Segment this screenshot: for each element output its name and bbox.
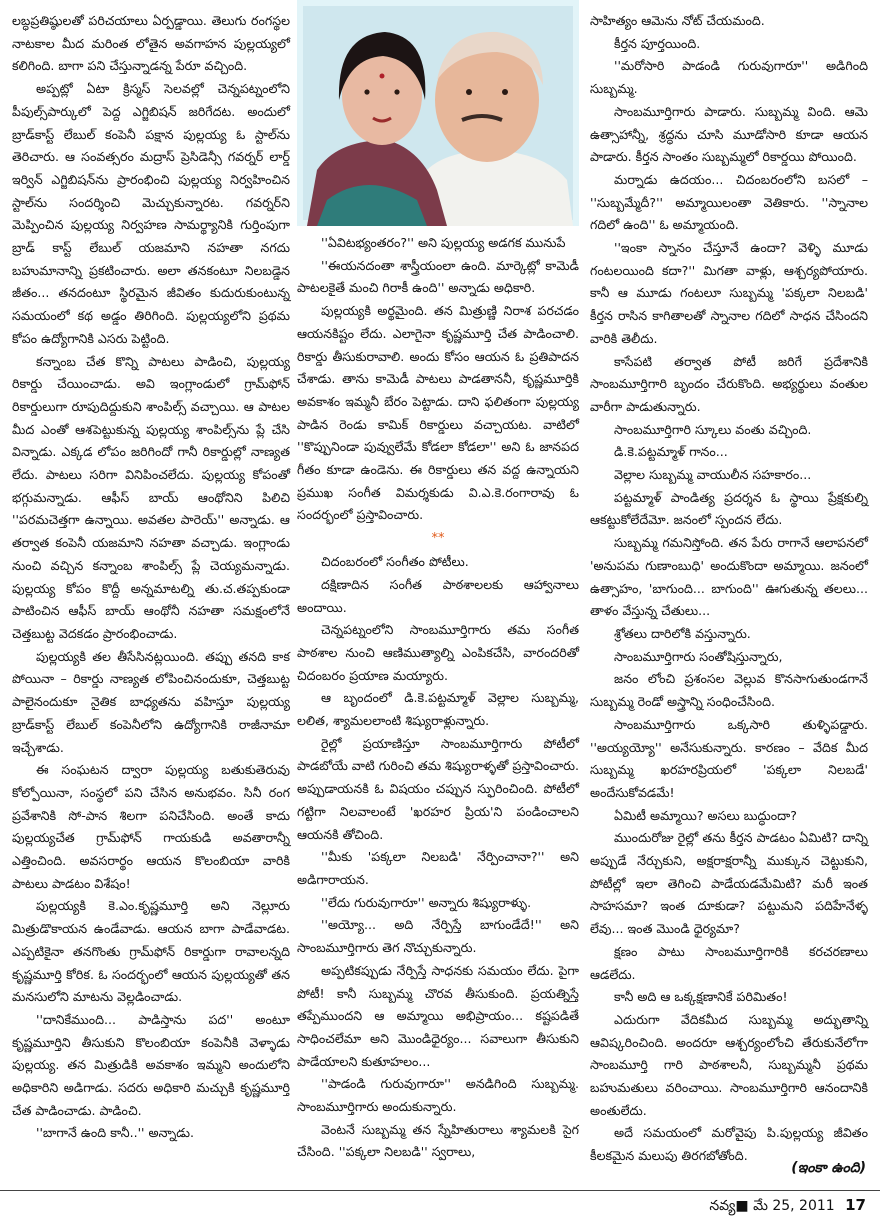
paragraph: ''ఏవిటభ్యంతరం?'' అని పుల్లయ్య అడగక మునుపే (321, 235, 566, 250)
to-be-continued: (ఇంకా ఉంది) (791, 1160, 866, 1176)
paragraph: ఎదురుగా వేదికమీద సుబ్బమ్మ అద్భుతాన్ని ఆవిష్కరించింది. అందరూ ఆశ్చర్యంలోంచి తేరుకునేలోగా సాంబమూర్తి గారి పాఠశాలనీ, సుబ్బమ్మనీ ప్రథమ బహుమతులు వరించాయి. సాంబమూర్తిగారి ఆనందానికి అంతులేదు. (590, 1011, 868, 1118)
paragraph: ఏమిటీ అమ్మాయి? అసలు బుద్ధుందా? (614, 807, 797, 823)
paragraph: చిదంబరంలో సంగీతం పోటీలు. (321, 554, 469, 570)
paragraph: సుబ్బమ్మ గమనిస్తోంది. తన పేరు రాగానే ఆలాపనలో 'అనుపమ గుణాంబుధి' అందుకొందా అమ్మాయి. జనంలో ఉత్సాహం, 'బాగుంది... బాగుంది'' ఊగుతున్న తలలు... తాళం వేస్తున్న చేతులు... (590, 535, 868, 619)
paragraph: వెంటనే సుబ్బమ్మ తన స్నేహితురాలు శ్యామలకి సైగ చేసింది. ''పక్కలా నిలబడి'' స్వరాలు, (297, 1121, 579, 1160)
paragraph: క్షణం పాటు సాంబమూర్తిగారికి కరచరణాలు ఆడలేదు. (590, 943, 868, 982)
paragraph: ''పాడండి గురువుగారూ'' అనడిగింది సుబ్బమ్మ. సాంబమూర్తిగారు అందుకున్నారు. (297, 1076, 579, 1115)
paragraph: వెల్లాల సుబ్బమ్మ వాయులీన సహకారం... (614, 467, 812, 483)
paragraph: పుల్లయ్యకి అర్థమైంది. తన మిత్రుణ్ణి నిరాశ పరచడం ఆయనకిష్టం లేదు. ఎలాగైనా కృష్ణమూర్తి చేత పాడించాలి. రికార్డు తీసుకురావాలి. అందు కోసం ఆయన ఓ ప్రతిపాదన చేశాడు. తాను కామెడీ పాటలు పాడతాననీ, కృష్ణమూర్తికి అవకాశం ఇమ్మనీ బేరం పెట్టాడు. దాని ఫలితంగా పుల్లయ్య పాడిన రెండు కామిక్ రికార్డులు వచ్చాయట. వాటిలో ''కొప్పునిండా పువ్వులేమే కోడలా కోడలా'' అని ఓ జానపద గీతం కూడా ఉండెను. ఈ రికార్డులు తన వద్ద ఉన్నాయని ప్రముఖ సంగీత విమర్శకుడు వి.ఎ.కె.రంగారావు ఓ సందర్భంలో ప్రస్తావించారు. (297, 303, 579, 523)
paragraph: ''ఇంకా స్నానం చేస్తూనే ఉందా? వెళ్ళి మూడు గంటలయింది కదా?'' మిగతా వాళ్లు, ఆశ్చర్యపోయారు. కానీ ఆ మూడు గంటలూ సుబ్బమ్మ 'పక్కలా నిలబడి' కీర్తన రాసిన కాగితాలతో స్నానాల గదిలో సాధన చేసిందని వారికి తెలీదు. (590, 240, 868, 346)
footer-rule (0, 1190, 880, 1191)
paragraph: రైల్లో ప్రయాణిస్తూ సాంబమూర్తిగారు పోటీలో పాడబోయే వాటి గురించి తమ శిష్యురాళ్ళతో ప్రస్తావించారు. అప్పుడాయనకి ఓ విషయం చప్పున స్ఫురించింది. పోటీలో గట్టిగా నిలవాలంటే 'ఖరహర ప్రియ'ని పండించాలని ఆయనకి తోచింది. (297, 735, 580, 842)
paragraph: డి.కె.పట్టమ్మాళ్ గానం... (614, 444, 728, 460)
paragraph: పట్టమ్మాళ్ పాండిత్య ప్రదర్శన ఓ స్థాయి ప్రేక్షకుల్ని ఆకట్టుకోలేదేమో. జనంలో స్పందన లేదు. (590, 489, 868, 528)
column-2 (297, 232, 579, 1164)
paragraph: అప్పటికప్పుడు నేర్పిస్తే సాధనకు సమయం లేదు. పైగా పోటీ! కానీ సుబ్బమ్మ చొరవ తీసుకుంది. ప్రయత్నిస్తే తప్పేముందని ఆ అమ్మాయి అభిప్రాయం... కష్టపడితే సాధించలేమా అని మొండిధైర్యం... సవాలుగా తీసుకుని పాడేయాలని కుతూహలం... (297, 962, 579, 1069)
paragraph: సాంబమూర్తిగారు సంతోషిస్తున్నారు, (614, 648, 783, 664)
paragraph: కన్నాంబ చేత కొన్ని పాటలు పాడించి, పుల్లయ్య రికార్డు చేయించాడు. అవి ఇంగ్లాండులో గ్రామ్‌ఫోన్ రికార్డులుగా రూపుదిద్దుకుని శాంపిల్స్ వచ్చాయి. ఆ పాటల మీద ఎంతో ఆశపెట్టుకున్న పుల్లయ్య శాంపిల్స్‌ను ప్లే చేసి విన్నాడు. ఎక్కడ లోపం జరిగిందో గానీ రికార్డుల్లో నాణ్యత లేదు. పాటలు సరిగా వినిపించలేదు. పుల్లయ్య కోపంతో భగ్గుమన్నాడు. ఆఫీస్ బాయ్ ఆంథోనిని పిలిచి ''పరమచెత్తగా ఉన్నాయి. అవతల పారెయ్'' అన్నాడు. ఆ తర్వాత కంపెనీ యజమాని నహతా వచ్చాడు. ఇంగ్లాండు నుంచి వచ్చిన కన్నాంబ శాంపిల్స్ ప్లే చెయ్యమన్నాడు. పుల్లయ్య కోపం కొద్దీ అన్నమాటల్ని తు.చ.తప్పకుండా పాటించిన ఆఫీస్ బాయ్ ఆంథోనీ నహతా సమక్షంలోనే చెత్తబుట్ట వెదకడం ప్రారంభించాడు. (12, 353, 290, 641)
paragraph: సాంబమూర్తిగారి స్కూలు వంతు వచ్చింది. (614, 421, 812, 437)
paragraph: ఆ బృందంలో డి.కె.పట్టమ్మాళ్ వెల్లాల సుబ్బమ్మ, లలిత, శ్యామలలాంటి శిష్యురాళ్లున్నారు. (297, 690, 579, 729)
paragraph: సాంబమూర్తిగారు ఒక్కసారి తుళ్ళిపడ్డారు. ''అయ్యయ్యో'' అనేసుకున్నారు. కారణం – వేదిక మీద సుబ్బమ్మ ఖరహరప్రియలో 'పక్కలా నిలబడే' అందేసుకోవడమే! (590, 716, 868, 800)
paragraph: కాసేపటి తర్వాత పోటీ జరిగే ప్రదేశానికి సాంబమూర్తిగారి బృందం చేరుకొంది. అభ్యర్థులు వంతుల వారీగా పాడుతున్నారు. (590, 353, 868, 414)
page-number: 17 (845, 1196, 866, 1214)
couple-photo (297, 0, 579, 226)
paragraph: ''బాగానే ఉంది కానీ..'' అన్నాడు. (36, 1125, 194, 1141)
paragraph: ''అయ్యో... అది నేర్పిస్తే బాగుండేదే!'' అని సాంబమూర్తిగారు తెగ నొచ్చుకున్నారు. (297, 917, 579, 956)
paragraph: పుల్లయ్యకి తల తీసేసినట్లయింది. తప్పు తనది కాక పోయినా – రికార్డు నాణ్యత లోపించినందుకూ, చెత్తబుట్ట పాలైనందుకూ నైతిక బాధ్యతను వహిస్తూ పుల్లయ్య బ్రాడ్‌కాస్ట్ లేబుల్ కంపెనీలోని ఉద్యోగానికి రాజీనామా ఇచ్చేశాడు. (12, 648, 290, 755)
column-3 (590, 10, 868, 1168)
paragraph: జనం లోంచి ప్రశంసల వెల్లువ కొనసాగుతుండగానే సుబ్బమ్మ రెండో అస్త్రాన్ని సంధించేసింది. (590, 671, 868, 710)
paragraph: అప్పట్లో ఏటా క్రిస్మస్ సెలవల్లో చెన్నపట్నంలోని పీపుల్స్‌పార్కులో పెద్ద ఎగ్జిబిషన్ జరిగేదట. అందులో బ్రాడ్‌కాస్ట్ లేబుల్ కంపెనీ పక్షాన పుల్లయ్య ఓ స్టాల్‌ను తెరిచారు. ఆ సంవత్సరం మద్రాస్ ప్రెసిడెన్సీ గవర్నర్ లార్డ్ ఇర్విన్ ఎగ్జిబిషన్‌ను ప్రారంభించి పుల్లయ్య నిర్వహించిన స్టాల్‌ను సందర్శించి మెచ్చుకున్నారట. గవర్నర్‌ని మెప్పించిన పుల్లయ్య నిర్వహణ సామర్థ్యానికి గుర్తింపుగా బ్రాడ్ కాస్ట్ లేబుల్ యజమాని నహతా నగదు బహుమానాన్ని ప్రకటించారు. అలా తనకంటూ నిలబడ్డెన జీతం... తనదంటూ స్థిరమైన జీవితం కుదురుకుంటున్న సమయంలో కథ అడ్డం తిరిగింది. పుల్లయ్యలోని ప్రథమ కోపం ఉద్యోగానికి ఎసరు పెట్టింది. (12, 81, 290, 346)
paragraph: ఈ సంఘటన ద్వారా పుల్లయ్య బతుకుతెరువు కోల్పోయినా, సంస్థలో పని చేసిన అనుభవం. సినీ రంగ ప్రవేశానికి సో-పాన శిలగా పనిచేసింది. అంతే కాదు పుల్లయ్యచేత గ్రామ్‌ఫోన్ గాయకుడి అవతారాన్నీ ఎత్తించింది. అవసరార్థం ఆయన కొలంబియా వారికి పాటలు పాడటం విశేషం! (12, 762, 290, 891)
paragraph: లబ్ధప్రతిష్ఠులతో పరిచయాలు ఏర్పడ్డాయి. తెలుగు రంగస్థల నాటకాల మీద మరింత లోతైన అవగాహన పుల్లయ్యలో కలిగింది. బాగా పని చేస్తున్నాడన్న పేరూ వచ్చింది. (12, 13, 290, 74)
paragraph: మర్నాడు ఉదయం... చిదంబరంలోని బసలో – ''సుబ్బమ్మేదీ?'' అమ్మాయిలంతా వెతికారు. ''స్నానాల గదిలో ఉంది'' ఓ అమ్మాయంది. (590, 171, 868, 233)
paragraph: కానీ అది ఆ ఒక్కక్షణానికే పరిమితం! (614, 989, 788, 1005)
paragraph: శ్రోతలు దారిలోకి వస్తున్నారు. (614, 625, 751, 641)
paragraph: కీర్తన పూర్తయింది. (614, 35, 701, 51)
paragraph: సాహిత్యం ఆమెను నోట్ చేయమంది. (590, 13, 765, 28)
paragraph: అదే సమయంలో మరోవైపు పి.పుల్లయ్య జీవితం కీలకమైన మలుపు తిరగబోతోంది. (590, 1125, 868, 1164)
section-separator: ** (431, 531, 445, 547)
paragraph: ''మరోసారి పాడండి గురువుగారూ'' అడిగింది సుబ్బమ్మ. (590, 58, 868, 97)
paragraph: ''ఈయనదంతా శాస్త్రీయంలా ఉంది. మార్కెట్లో కామెడీ పాటలకైతే మంచి గిరాకీ ఉంది'' అన్నాడు అధికారి. (297, 257, 579, 296)
paragraph: సాంబమూర్తిగారు పాడారు. సుబ్బమ్మ వింది. ఆమె ఉత్సాహాన్నీ, శ్రద్ధను చూసి మూడోసారి కూడా ఆయన పాడారు. కీర్తన సాంతం సుబ్బమ్మలో రికార్డయి పోయింది. (590, 103, 868, 165)
paragraph: ''మీకు 'పక్కలా నిలబడి' నేర్పించానా?'' అని అడిగారాయన. (297, 849, 579, 887)
paragraph: ముందురోజు రైల్లో తను కీర్తన పాడటం ఏమిటి? దాన్ని అప్పుడే నేర్చుకుని, అక్షరాక్షరాన్నీ ముక్కున చెట్టుకుని, పోటీల్లో ఇలా తెగించి పాడేయడమేమిటి? మరీ ఇంత సాహసమా? ఇంత దూకుడా? పట్టుమని పదిహేనేళ్ళ లేవు... ఇంత మొండి ధైర్యమా? (590, 830, 868, 937)
paragraph: ''లేదు గురువుగారూ'' అన్నారు శిష్యురాళ్ళు. (321, 894, 532, 910)
paragraph: దక్షిణాదిన సంగీత పాఠశాలలకు ఆహ్వానాలు అందాయి. (297, 576, 579, 615)
magazine-name: నవ్య (709, 1198, 736, 1214)
paragraph: ''దానికేముంది... పాడిస్తాను పద'' అంటూ కృష్ణమూర్తిని తీసుకుని కొలంబియా కంపెనీకి వెళ్ళాడు పుల్లయ్య. తన మిత్రుడికి అవకాశం ఇమ్మని అందులోని అధికారిని అడిగాడు. సదరు అధికారి మచ్చుకి కృష్ణమూర్తి చేత పాడించాడు. పాడించి. (12, 1011, 290, 1118)
page-footer: నవ్య■ మే 25, 2011 17 (709, 1196, 866, 1214)
paragraph: పుల్లయ్యకి కె.ఎం.కృష్ణమూర్తి అని నెల్లూరు మిత్రుడొకాయన ఉండేవాడు. ఆయన బాగా పాడేవాడట. ఎప్పటికైనా తనగొంతు గ్రామ్‌ఫోన్ రికార్డుగా రావాలన్నది కృష్ణమూర్తి కోరిక. ఓ సందర్భంలో ఆయన పుల్లయ్యతో తన మనసులోని మాటను వెల్లడించాడు. (12, 898, 290, 1005)
issue-date: మే 25, 2011 (753, 1198, 835, 1214)
paragraph: చెన్నపట్నంలోని సాంబమూర్తిగారు తమ సంగీత పాఠశాల నుంచి ఆణిముత్యాల్ని ఎంపికచేసి, వారందరితో చిదంబరం ప్రయాణ మయ్యారు. (297, 622, 579, 683)
column-1 (12, 10, 290, 1145)
